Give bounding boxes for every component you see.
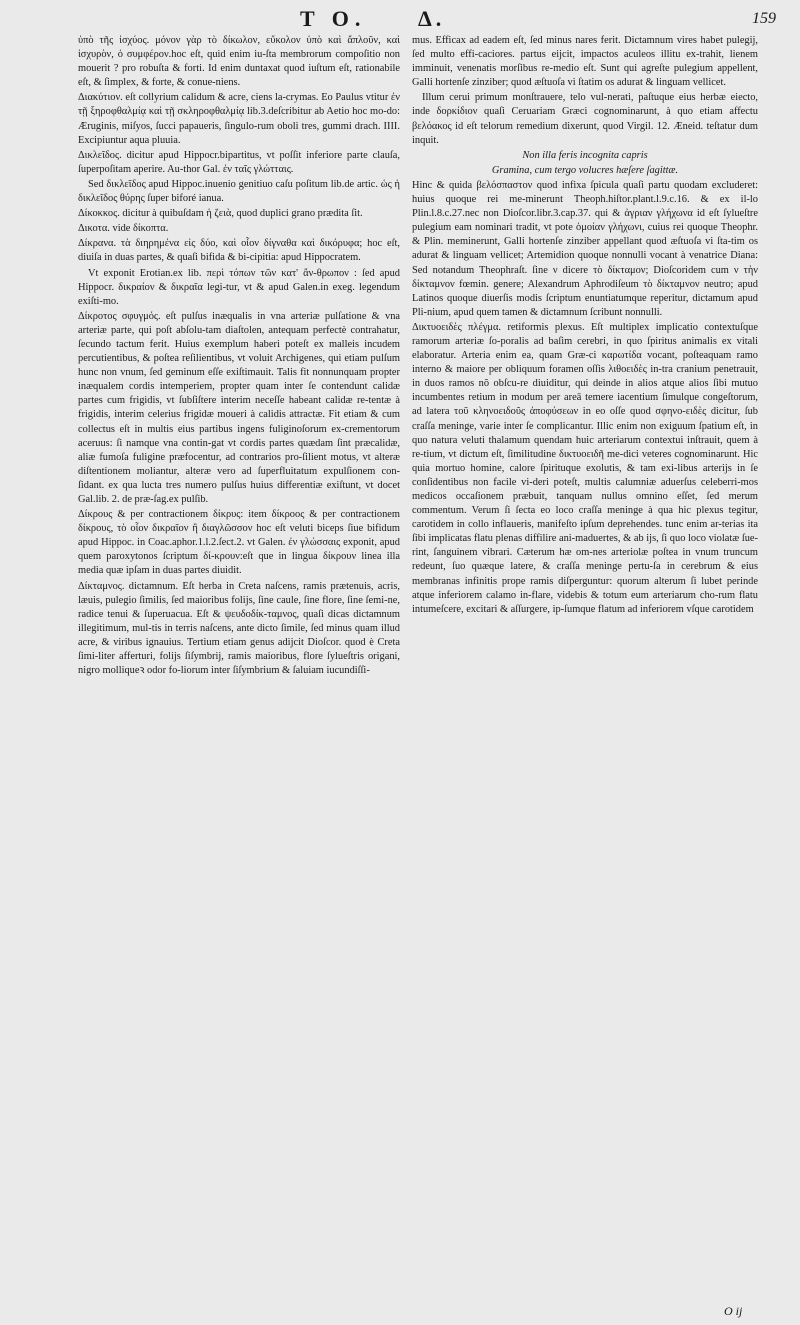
entry-paragraph: mus. Efficax ad eadem eſt, ſed minus nares ferit. Dictamnum vires habet pulegij, ſed multo effi-caciores. partus eijcit, impactos aculeos illitu ex-trahit, lienem imminuit, venenatis morſibus re-medio eſt. Sunt qui agreſte pulegium appellent, Galli hortenſe zinziber; quod æſtuoſa vi ſtatim os adurat & linguam vellicet. [412, 35, 758, 89]
verse-line: Gramina, cum tergo volucres hæſere ſagittæ. [491, 164, 679, 176]
entry-paragraph: Δικλεῖδος. dicitur apud Hippocr.bipartitus, vt poſſit inferiore parte clauſa, ſuperpoſitam aperire. Au-thor Gal. ἐν ταῖς γλώτταις. [78, 149, 400, 175]
entry-paragraph: Vt exponit Erotian.ex lib. περὶ τόπων τῶν κατ' ἄν-θρωπον : ſed apud Hippocr. δικραίον & δικραῖα legi-tur, vt & apud Galen.in exeg. legendum exiſti-mo. [78, 267, 400, 307]
running-head-left: T O. [300, 6, 367, 31]
signature-mark: O ij [724, 1304, 743, 1318]
entry-paragraph: Δικτυοειδὲς πλέγμα. retiformis plexus. Eſt multiplex implicatio contextuſque ramorum arteriæ ſo-poralis ad baſim cerebri, in quo ſpiritus animalis ex vitali elaboratur. Arteria enim ea, quam Græ-ci καρωτίδα vocant, poſteaquam ramo interno & maiore per obliquum foramen oſſis λιθοειδὲς in-tra cranium penetrauit, in duos ramos nõ obſcu-re diuiditur, qui deinde in alios atque alios ſibi mutuo incumbentes retium in modum per areā temere iacentium ſimulque congeſtorum, ad latera τοῦ κληνοειδοῦς ἀποφύσεων in eo oſſe quod σφηνο-ειδὲς dicitur, ſub craſſa meninge, varie inter ſe complicantur. Illic enim non exiguum ſpatium eſt, in quo natura veluti thalamum quendam huic arteriarum contextui inſtrauit, quem à re-tium, vt dictum eſt, ſimilitudine δικτυοειδῆ me-dici veteres cognominarunt. Hic quia mortuo homine, calore ſpirituque exolutis, & tam exi-libus arterijs in ſe conſidentibus non facile vi-deri poteſt, multis calumniæ aduerſus celeberri-mos medicos occaſionem præbuit, tanquam nullus omnino eſſet, ſed merum commentum. Verum ſi ſecta eo loco craſſa meninge à qua hic plexus tegitur, carotidem in collo inflaueris, manifeſto ipſum deprehendes. tunc enim ar-terias ita ſibi implicatas flatu plenas diffilire ani-maduertes, & ab ijs, ſi quo loco violatæ ſue-rint, ſanguinem vibrari. Cæterum hæ om-nes arteriolæ poſtea in vnum truncum redeunt, ſuo quæque latere, & craſſa meninge pertu-ſa in cerebrum & eius membranas infinitis prope ramis diſperguntur: quorum alterum ſi lubet perinde atque inferiorem calamo in-flare, videbis & totum eum arteriarum cho-rum flatu intumeſcere, excitari & aſſurgere, ip-ſumque flatum ad inferiorem vſque carotidem [412, 321, 758, 615]
entry-paragraph: Διακύτιον. eſt collyrium calidum & acre, ciens la-crymas. Eo Paulus vtitur ἐν τῇ ξηροφθαλμίᾳ καὶ τῇ σκληροφθαλμίᾳ lib.3.deſcribitur ab Aetio hoc mo-do: Æruginis, miſyos, ſucci papaueris, ſingulo-rum oboli tres, gummi drach. IIII. Excipiuntur aqua pluuia. [78, 92, 400, 146]
verse-line: Non illa feris incognita capris [522, 149, 648, 161]
entry-paragraph: Illum cerui primum monſtrauere, telo vul-nerati, paſtuque eius herbæ eiecto, inde δορκίδιον quaſi Ceruariam Græci cognominarunt, à quo etiam affectu βελόακος id eſt telorum remedium dixerunt, quod Virgil. 12. Æneid. teſtatur dum inquit. [412, 92, 758, 146]
entry-paragraph: Hinc & quida βελόσπαστον quod infixa ſpicula quaſi partu quodam excluderet: huius quoque rei me-minerunt Theoph.hiſtor.plant.l.9.c.16. & ex il-lo Plin.l.8.c.27.nec non Dioſcor.libr.3.cap.37. qui & ἀγριαν γλήχωνα id eſt ſylueſtre pulegium eam nominari tradit, vt pote ὁμοίαν γλήχωνι, cuius rei quoque Theophr. & Plin. meminerunt, Galli hortenſe zinziber appellant quod æſtuoſa vi ſta-tim os adurat & linguam vellicet; Artemidion quoque nonnulli vocant à venatrice Diana: Sed notandum Theophraſt. ſine ν dicere τὸ δίκταμον; Dioſcoridem cum ν τὴν δίκταμνον fœmin. genere; Alexandrum Aphrodiſeum τὸ δίκταμνον neutro; apud Latinos quoque diuerſis modis ſcriptum enuntiatumque reperitur, dictamum apud Pli-nium, apud quem tamen & dictamnum ſcribunt nonnulli. [412, 179, 758, 318]
page-number: 159 [752, 10, 776, 27]
left-column [78, 34, 400, 1304]
right-column [412, 34, 758, 1304]
entry-paragraph: Δίκοκκος. dicitur à quibuſdam ἡ ζειὰ, quod duplici grano prædita ſit. [78, 208, 363, 220]
entry-paragraph: Δίκρους & per contractionem δίκρυς: item δίκροος & per contractionem δίκρους, τὸ οἷον δικραῖον ἢ διαγλῶσσον hoc eſt veluti biceps ſiue bifidum apud Hippoc. in Coac.aphor.1.l.2.ſect.2. vt Galen. ἐν γλώσσαις exponit, apud quem paroxytonos ſcriptum δί-κρουν:eſt que in lingua δίκρουν linea illa media quæ ipſam in duas partes diuidit. [78, 509, 400, 577]
entry-paragraph: Sed δικλεῖδος apud Hippoc.inuenio genitiuo caſu poſitum lib.de artic. ὡς ἡ δικλεῖδος θύρης ſuper biforé ianua. [78, 178, 400, 205]
page-header [0, 6, 800, 36]
entry-paragraph: Δίκταμνος. dictamnum. Eſt herba in Creta naſcens, ramis prætenuis, acris, læuis, pulegio ſimilis, ſed maioribus folijs, ſine caule, ſine flore, ſine ſemi-ne, radice tenui & ſuperuacua. Eſt & ψευδοδίκ-ταμνος, quaſi dicas dictamnum illegitimum, mul-tis in terris naſcens, ante dicto ſimile, ſed minus quam illud acre, & viribus ignauius. Tertium etiam genus adijcit Dioſcor. quod è Creta ſimi-liter afferturi, folijs ſiſymbrij, ramis maioribus, flore ſylueſtris origani, nigro molliqueꝛ odor fo-liorum inter ſiſymbrium & ſaluiam iucundiſſi- [78, 580, 400, 677]
entry-paragraph: ὑπὸ τῆς ἰσχύος. μόνον γὰρ τὸ δίκωλον, εὔκολον ὑπὸ καὶ ἄπλοῦν, καὶ ἰσχυρὸν, ὁ συμφέρον.hoc eſt, quid enim iu-ſta membrorum compoſitio non mouerit ? pro robuſta & forti. Id enim duntaxat quod iuſtum eſt, rationabile eſt, & ſimplex, & forte, & conue-niens. [78, 35, 400, 89]
entry-paragraph: Δίκροτος σφυγμός. eſt pulſus inæqualis in vna arteriæ pulſatione & vna arteriæ parte, qui poſt abſolu-tam diaſtolen, antequam perfectè contrahatur, ſecundo tactum ferit. Huius exemplum haberi poteſt ex malleis incudem percutientibus, & poſtea reſilientibus, vt voluit Archigenes, qui etiam pulſum hunc non vnum, ſed geminum eſſe exiſtimauit. Talis fit nonnunquam propter inæqualem cordis intemperiem, propter quam inter ſe contendunt calidæ partes cum frigidis, vt ſubſiſtere interim neceſſe habeant calidæ re-tentæ à frigidis, interim celerius frigidæ moueri à calidis attractæ. Fit etiam & cum collectus eſt in multis eius partibus ingens fuliginoſorum ex-crementorum aceruus: ſi namque vna contin-gat vt cordis partes quædam ſint præcalidæ, aliæ fumoſa fuligine præfocentur, ad contrarios pro-ſilient motus, vt alteræ diſtentionem moliantur, alteræ vero ad ſuperfluitatum expulſionem con-ſidant. ex qua lucta tres numero pulſus huius differentiæ exiſtunt, vt docet Gal.lib. 2. de præ-ſag.ex pulſib. [78, 310, 400, 505]
entry-paragraph: Δίκρανα. τὰ διηρημένα εἰς δύο, καὶ οἷον δίγναθα καὶ δικόρυφα; hoc eſt, diuiſa in duas partes, & quaſi bifida & bi-cipitia: apud Hippocratem. [78, 238, 400, 264]
entry-paragraph: Δικοτα. vide δίκοπτα. [78, 223, 169, 235]
running-head-middle: Δ. [418, 6, 446, 31]
